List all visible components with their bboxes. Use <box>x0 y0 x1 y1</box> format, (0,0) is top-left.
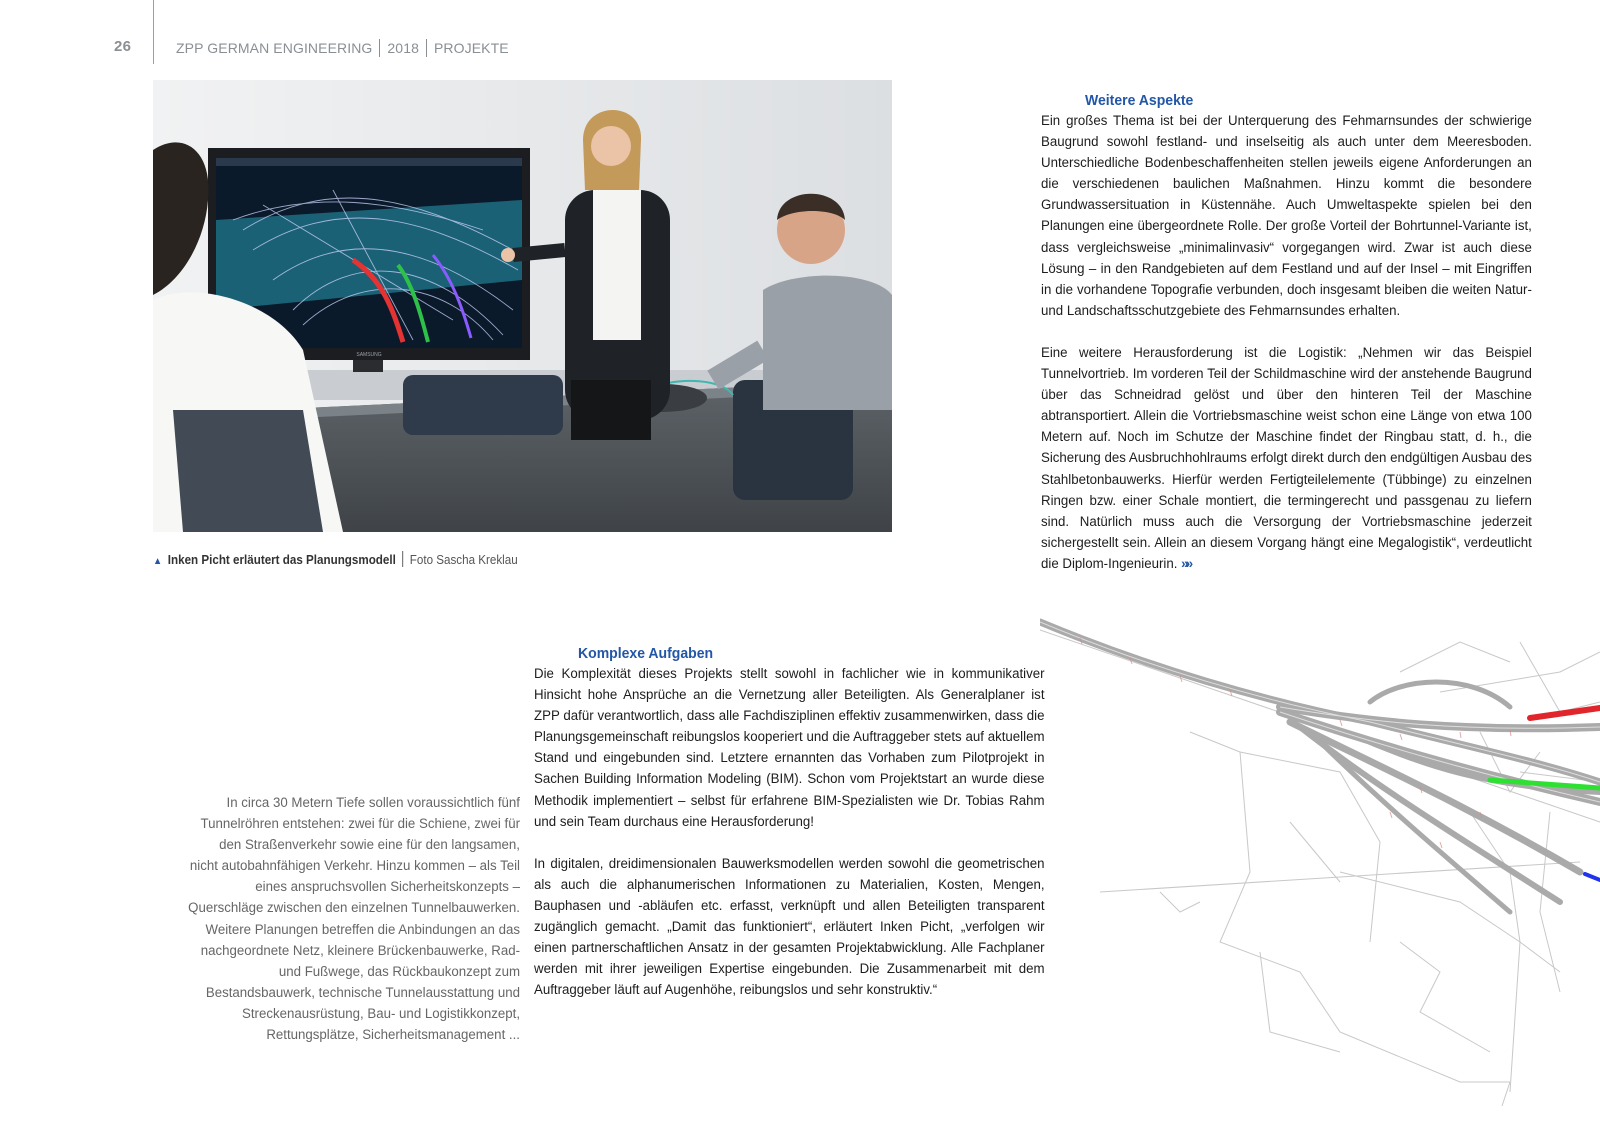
publication-name: ZPP GERMAN ENGINEERING <box>176 40 373 56</box>
header-separator <box>426 39 427 57</box>
paragraph <box>1041 343 1532 575</box>
page-number: 26 <box>114 38 132 55</box>
paragraph: Die Komplexität dieses Projekts stellt sowohl in fachlicher wie in kommunikativer Hinsicht hohe Ansprüche an die Vernetzung aller Beteiligten. Als Generalplaner ist ZPP dafür verantwortlich, dass alle Fachdisziplinen effektiv zusammenwirken, dass die Planungsgemeinschaft reibungslos kooperiert und die Auftraggeber stets auf aktuellem Stand und eingebunden sind. Letztere ernannten das Vorhaben zum Pilotprojekt in Sachen Building Information Modeling (BIM). Schon vom Projektstart an wurde diese Methodik implementiert – selbst für erfahrene BIM-Spezialisten wie Dr. Tobias Rahm und sein Team durchaus eine Herausforderung! <box>534 666 1045 830</box>
header-separator <box>379 39 380 57</box>
meeting-photo <box>153 80 892 532</box>
caption-separator <box>402 551 403 567</box>
tunnel-model-illustration <box>1040 612 1600 1106</box>
heading-komplexe-aufgaben: Komplexe Aufgaben <box>578 645 714 662</box>
triangle-up-icon: ▲ <box>153 556 163 567</box>
article-column-right <box>1041 111 1532 575</box>
running-head <box>176 39 509 57</box>
paragraph-text: Eine weitere Herausforderung ist die Logistik: „Nehmen wir das Beispiel Tunnelvortrieb. Im vorderen Teil der Schildmaschine wird der anstehende Baugrund über das Schneidrad gelöst und über den hinteren Teil der Maschine abtransportiert. Allein die Vortriebsmaschine weist schon eine Länge von etwa 100 Metern auf. Noch im Schutze der Maschine findet der Ringbau statt, d. h., die Sicherung des Ausbruchhohlraums erfolgt direkt durch den endgültigen Ausbau des Stahlbetonbauwerks. Hierfür werden Fertigteilelemente (Tübbinge) zu einzelnen Ringen bzw. einer Schale montiert, die termingerecht und passgenau zu liefern sind. Natürlich muss auch die Versorgung der Vortriebsmaschine jederzeit sichergestellt sein. Allein an diesem Vorgang hängt eine Megalogistik“, verdeutlicht die Diplom-Ingenieurin. <box>1041 344 1532 572</box>
paragraph: In digitalen, dreidimensionalen Bauwerksmodellen werden sowohl die geometrischen als auch die alphanumerischen Informationen zu Materialien, Kosten, Mengen, Bauphasen und -abläufen etc. erfasst, verknüpft und allen Beteiligten transparent zugänglich gemacht. „Damit das funktioniert“, erläutert Inken Picht, „verfolgen wir einen partnerschaftlichen Ansatz in der gesamten Projektabwicklung. Alle Fachplaner werden mit ihrer jeweiligen Expertise eingebunden. Die Zusammenarbeit mit dem Auftraggeber läuft auf Augenhöhe, reibungslos und sehr konstruktiv.“ <box>534 855 1045 999</box>
heading-weitere-aspekte: Weitere Aspekte <box>1085 92 1194 109</box>
pull-quote: In circa 30 Metern Tiefe sollen voraussichtlich fünf Tunnelröhren entstehen: zwei für die Schiene, zwei für den Straßenverkehr sowie eine für den langsamen, nicht autobahnfähigen Verkehr. Hinzu kommen – als Teil eines anspruchsvollen Sicherheitskonzepts – Querschläge zwischen den einzelnen Tunnelbauwerken. Weitere Planungen betreffen die Anbindungen an das nachgeordnete Netz, kleinere Brückenbauwerke, Rad- und Fußwege, das Rückbaukonzept zum Bestandsbauwerk, technische Tunnelausstattung und Streckenausrüstung, Bau- und Logistikkonzept, Rettungsplätze, Sicherheitsmanagement ... <box>188 795 521 1044</box>
photo-credit: Foto Sascha Kreklau <box>409 553 518 567</box>
paragraph: Ein großes Thema ist bei der Unterquerung des Fehmarnsundes der schwierige Baugrund sowohl festland- und inselseitig als auch unter dem Meeresboden. Unterschiedliche Bodenbeschaffenheiten stellen jeweils eigene Anforderungen an die verschiedenen baulichen Maßnahmen. Hinzu kommt die besondere Grundwassersituation in Küstennähe. Auch Umweltaspekte spielen bei den Planungen eine übergeordnete Rolle. Der große Vorteil der Bohrtunnel-Variante ist, dass vergleichsweise „minimalinvasiv“ vorgegangen wird. Zwar ist auch diese Lösung – in den Randgebieten auf dem Festland und auf der Insel – mit Eingriffen in die vorhandene Topografie verbunden, doch insgesamt bleiben die weiten Natur- und Landschaftsschutzgebiete des Fehmarnsundes erhalten. <box>1041 113 1532 319</box>
caption-text: Inken Picht erläutert das Planungsmodell <box>167 553 396 567</box>
photo-caption <box>153 551 518 567</box>
continue-arrow-icon[interactable]: »» <box>1181 555 1191 572</box>
section-name: PROJEKTE <box>433 40 509 56</box>
svg-text:SAMSUNG: SAMSUNG <box>356 352 382 358</box>
publication-year: 2018 <box>387 40 419 56</box>
header-divider <box>153 0 154 64</box>
article-column-middle <box>534 664 1045 1001</box>
